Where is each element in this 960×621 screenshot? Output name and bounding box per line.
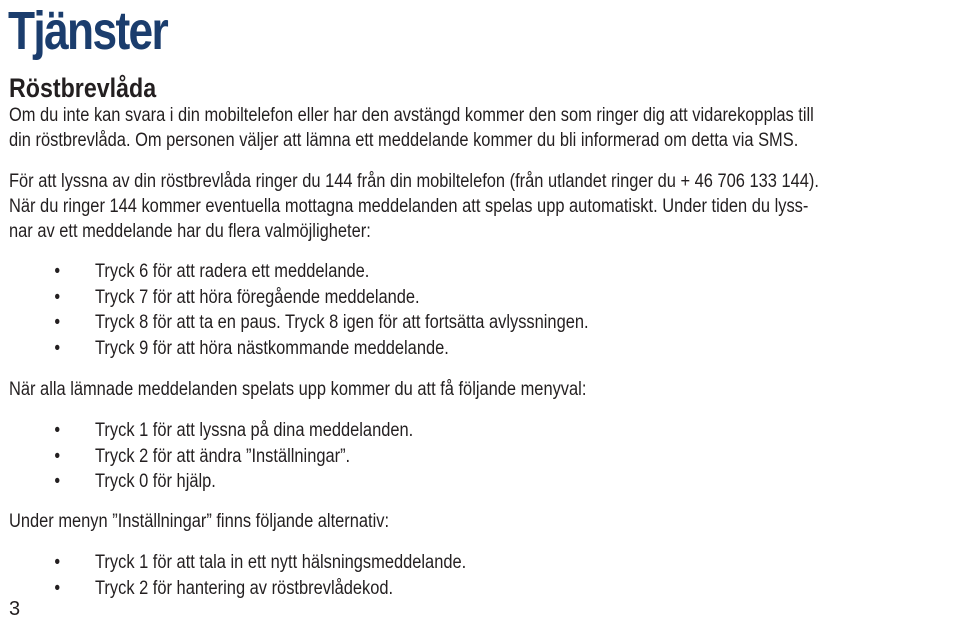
list-item-text: Tryck 1 för att tala in ett nytt hälsningsmeddelande.: [94, 552, 467, 573]
listen-line: För att lyssna av din röstbrevlåda ringer du 144 från din mobiltelefon (från utlandet ringer du + 46 706 133 144).: [9, 171, 819, 192]
intro-paragraph: [9, 103, 814, 153]
list-item: [50, 418, 413, 444]
list-item-text: Tryck 6 för att radera ett meddelande.: [94, 261, 370, 282]
listen-paragraph: [9, 169, 819, 244]
section-title: Röstbrevlåda: [9, 73, 157, 103]
list-item: [50, 550, 466, 576]
list-item-text: Tryck 0 för hjälp.: [94, 471, 216, 493]
bullet: •: [54, 420, 61, 441]
list-item: [50, 259, 589, 285]
intro-line: din röstbrevlåda. Om personen väljer att lämna ett meddelande kommer du bli informerad om detta via SMS.: [9, 130, 799, 151]
settings-intro-line: Under menyn ”Inställningar” finns följande alternativ:: [9, 511, 390, 532]
list-item-text: Tryck 9 för att höra nästkommande meddelande.: [94, 338, 449, 360]
list-item: [50, 285, 589, 311]
list-item-text: Tryck 8 för att ta en paus. Tryck 8 igen för att fortsätta avlyssningen.: [94, 312, 589, 334]
list-item: [50, 444, 413, 470]
list-item-text: Tryck 1 för att lyssna på dina meddelanden.: [94, 420, 414, 441]
list-item: [50, 336, 589, 362]
listen-line: nar av ett meddelande har du flera valmöjligheter:: [9, 221, 371, 242]
list-item: [50, 469, 413, 495]
list-item: [50, 310, 589, 336]
bullet: •: [54, 577, 61, 599]
options-during-list: [50, 259, 589, 362]
list-item-text: Tryck 7 för att höra föregående meddelande.: [94, 286, 420, 308]
bullet: •: [54, 471, 61, 493]
list-item: [50, 576, 466, 602]
page-number: 3: [9, 598, 21, 620]
listen-line: När du ringer 144 kommer eventuella mottagna meddelanden att spelas upp automatiskt. Under tiden du lyss-: [9, 196, 809, 217]
bullet: •: [54, 338, 61, 360]
page-heading: Tjänster: [8, 1, 168, 61]
menu-intro-paragraph: [9, 377, 586, 402]
menu-options-list: [50, 418, 413, 495]
list-item-text: Tryck 2 för att ändra ”Inställningar”.: [94, 445, 351, 467]
menu-intro-line: När alla lämnade meddelanden spelats upp kommer du att få följande menyval:: [9, 379, 587, 400]
intro-line: Om du inte kan svara i din mobiltelefon eller har den avstängd kommer den som ringer dig att vidarekopplas till: [9, 105, 814, 126]
list-item-text: Tryck 2 för hantering av röstbrevlådekod.: [94, 577, 394, 599]
settings-intro-paragraph: [9, 509, 389, 534]
bullet: •: [54, 445, 61, 467]
bullet: •: [54, 286, 61, 308]
bullet: •: [54, 552, 61, 573]
bullet: •: [54, 312, 61, 334]
bullet: •: [54, 261, 61, 282]
settings-options-list: [50, 550, 466, 601]
